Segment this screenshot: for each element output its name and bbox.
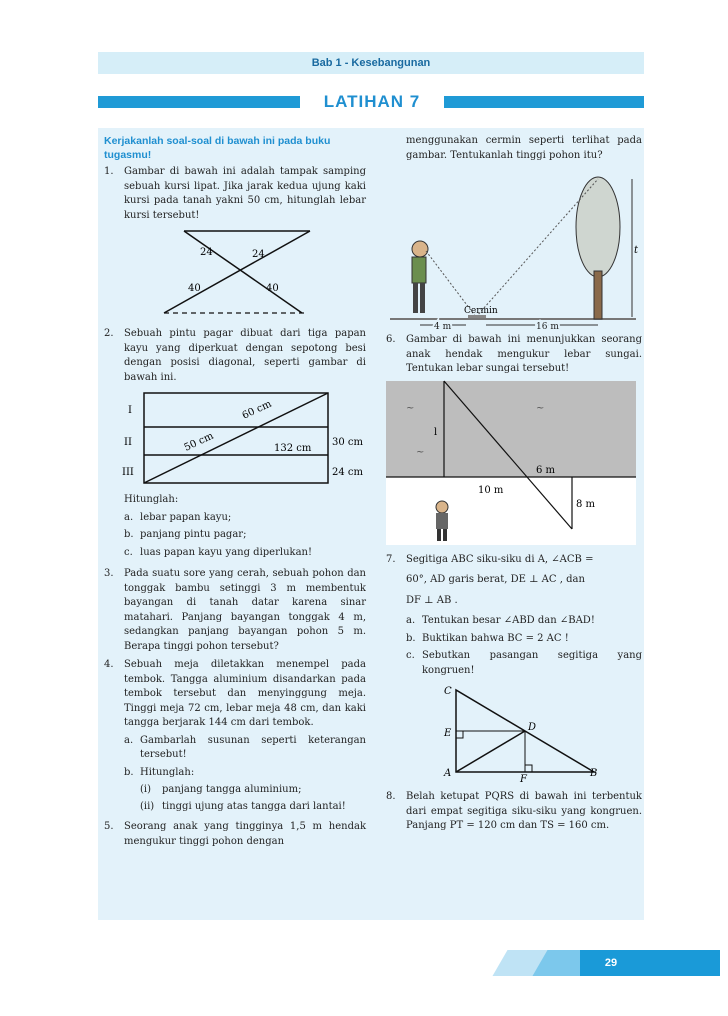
wave-icon: ~ bbox=[536, 402, 545, 414]
question-2 bbox=[104, 327, 366, 563]
chapter-label: Bab 1 - Kesebangunan bbox=[311, 57, 431, 69]
question-number: 7. bbox=[386, 553, 396, 565]
chair-label-24-left: 24 bbox=[200, 247, 213, 258]
vertex-e: E bbox=[444, 728, 452, 739]
question-1 bbox=[104, 165, 366, 323]
question-number: 2. bbox=[104, 328, 114, 339]
right-column bbox=[386, 134, 642, 838]
page-title: LATIHAN 7 bbox=[300, 90, 444, 114]
sub-a: a. Tentukan besar ∠ABD dan ∠BAD! bbox=[406, 615, 595, 626]
length-label-10m: 10 m bbox=[478, 484, 504, 496]
question-number: 8. bbox=[386, 791, 396, 802]
diagonal-label-60: 60 cm bbox=[240, 398, 274, 422]
vertex-a: A bbox=[444, 768, 452, 779]
sub-c: c. Sebutkan pasangan segitiga yang kongruen! bbox=[406, 650, 642, 676]
distance-label-4m: 4 m bbox=[434, 322, 452, 332]
river-width-label: l bbox=[434, 426, 438, 438]
height-label-30: 30 cm bbox=[332, 437, 363, 448]
question-text: Pada suatu sore yang cerah, sebuah pohon dan tonggak bambu setinggi 3 m membentuk bayangan di tanah datar karena sinar matahari. Panjang bayangan tonggak 4 m, sedangkan panjang bayangan pohon 5 m. Berapa tinggi pohon tersebut? bbox=[124, 568, 366, 652]
mirror-label: Cermin bbox=[464, 306, 498, 316]
question-number: 6. bbox=[386, 334, 396, 345]
wave-icon: ~ bbox=[406, 402, 415, 414]
chair-label-40-left: 40 bbox=[188, 283, 201, 294]
distance-label-16m: 16 m bbox=[536, 322, 559, 332]
river-figure bbox=[386, 381, 636, 545]
question-text: Seorang anak yang tingginya 1,5 m hendak mengukur tinggi pohon dengan bbox=[124, 821, 366, 847]
question-6 bbox=[386, 333, 642, 377]
vertex-b: B bbox=[590, 768, 598, 779]
question-line-1: Segitiga ABC siku-siku di A, ∠ACB = bbox=[406, 553, 594, 565]
length-label-8m: 8 m bbox=[576, 498, 596, 510]
triangle-figure bbox=[406, 682, 598, 785]
title-rule-right bbox=[444, 96, 644, 108]
board-label-2: II bbox=[124, 437, 132, 448]
question-number: 1. bbox=[104, 166, 114, 177]
tree-height-label: t bbox=[634, 245, 639, 256]
chair-label-24-right: 24 bbox=[252, 249, 265, 260]
question-4 bbox=[104, 658, 366, 816]
question-8 bbox=[386, 790, 642, 834]
wave-icon: ~ bbox=[416, 446, 425, 458]
question-line-2: 60°, AD garis berat, DE ⊥ AC , dan bbox=[406, 574, 585, 585]
page-number: 29 bbox=[604, 957, 618, 969]
title-rule-left bbox=[98, 96, 300, 108]
tree-mirror-figure bbox=[386, 167, 642, 332]
vertex-d: D bbox=[528, 722, 537, 733]
gate-figure bbox=[124, 389, 364, 489]
folding-chair-figure bbox=[124, 227, 364, 319]
board-label-1: I bbox=[128, 405, 132, 416]
board-label-3: III bbox=[122, 467, 134, 478]
length-label-6m: 6 m bbox=[536, 464, 556, 476]
question-text: Gambar di bawah ini menunjukkan seorang anak hendak mengukur lebar sungai. Tentukan lebar sungai tersebut! bbox=[406, 334, 642, 374]
sub-b: b. panjang pintu pagar; bbox=[124, 529, 247, 540]
question-text: Sebuah pintu pagar dibuat dari tiga papan kayu yang diperkuat dengan sepotong besi dengan posisi diagonal, seperti gambar di bawah ini. bbox=[124, 328, 366, 383]
sub-b-i: (i) panjang tangga aluminium; bbox=[140, 784, 302, 795]
width-label: 132 cm bbox=[274, 443, 312, 454]
vertex-c: C bbox=[444, 686, 452, 697]
question-number: 5. bbox=[104, 821, 114, 832]
sub-a: a. Gambarlah susunan seperti keterangan tersebut! bbox=[124, 734, 366, 760]
sub-b: b. Buktikan bahwa BC = 2 AC ! bbox=[406, 632, 569, 644]
instruction: Kerjakanlah soal-soal di bawah ini pada buku tugasmu! bbox=[104, 135, 331, 161]
question-text: Sebuah meja diletakkan menempel pada tembok. Tangga aluminium disandarkan pada tembok tersebut dan menyinggung meja. Tinggi meja 72 cm, lebar meja 48 cm, dan kaki tangga berjarak 144 cm dari tembok. bbox=[124, 659, 366, 728]
question-5 bbox=[104, 820, 366, 849]
question-7 bbox=[386, 553, 642, 787]
chair-label-40-right: 40 bbox=[266, 283, 279, 294]
question-number: 3. bbox=[104, 568, 114, 579]
left-column bbox=[104, 134, 366, 853]
chapter-header bbox=[98, 52, 644, 74]
question-3 bbox=[104, 567, 366, 654]
question-5-continued: menggunakan cermin seperti terlihat pada gambar. Tentukanlah tinggi pohon itu? bbox=[406, 135, 642, 161]
height-label-24: 24 cm bbox=[332, 467, 363, 478]
question-line-3: DF ⊥ AB . bbox=[406, 594, 458, 606]
diagonal-label-50: 50 cm bbox=[182, 430, 216, 454]
sub-c: c. luas papan kayu yang diperlukan! bbox=[124, 546, 312, 558]
question-text: Gambar di bawah ini adalah tampak samping sebuah kursi lipat. Jika jarak kedua ujung kaki kursi pada tanah yakni 50 cm, hitunglah lebar kursi tersebut! bbox=[124, 166, 366, 221]
question-text: Belah ketupat PQRS di bawah ini terbentuk dari empat segitiga siku-siku yang kongruen. Panjang PT = 120 cm dan TS = 160 cm. bbox=[406, 791, 642, 831]
question-number: 4. bbox=[104, 659, 114, 670]
sub-b: b. Hitunglah: bbox=[124, 766, 195, 778]
sub-b-ii: (ii) tinggi ujung atas tangga dari lantai! bbox=[140, 800, 346, 812]
sub-a: a. lebar papan kayu; bbox=[124, 511, 232, 523]
ask-label: Hitunglah: bbox=[124, 494, 179, 505]
vertex-f: F bbox=[520, 774, 527, 785]
